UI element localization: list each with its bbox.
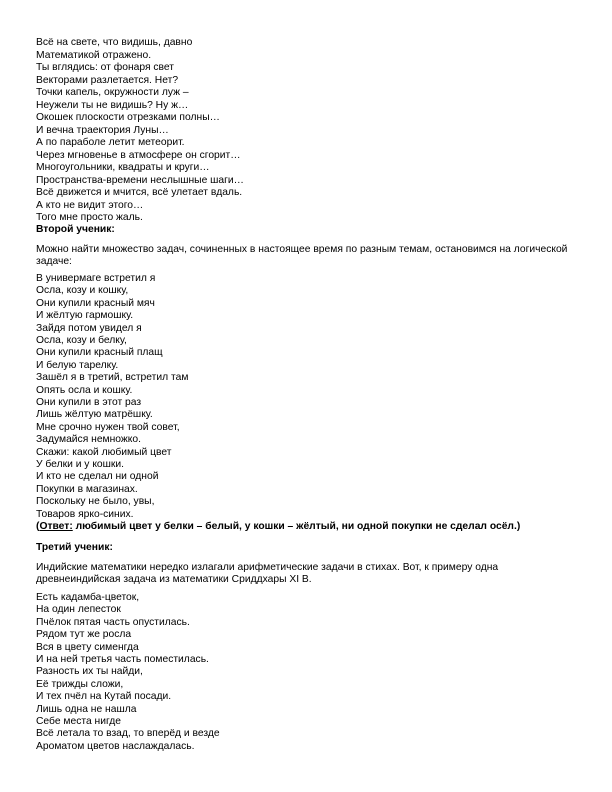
- poem-line: Её трижды сложи,: [36, 678, 124, 690]
- poem-line: Лишь жёлтую матрёшку.: [36, 409, 153, 421]
- poem-line: И жёлтую гармошку.: [36, 310, 134, 322]
- poem-line: Неужели ты не видишь? Ну ж…: [36, 99, 189, 111]
- poem-line: Вся в цвету сименгда: [36, 641, 139, 653]
- poem-line: Осла, козу и кошку,: [36, 285, 129, 297]
- section-heading: Третий ученик:: [36, 542, 113, 553]
- poem-line: На один лепесток: [36, 604, 121, 616]
- poem-line: Ты вглядись: от фонаря свет: [36, 62, 175, 73]
- poem-line: А кто не видит этого…: [36, 199, 144, 211]
- poem-line: Окошек плоскости отрезками полны…: [36, 112, 220, 123]
- poem-line: Зайдя потом увидел я: [36, 322, 142, 334]
- poem-line: И на ней третья часть поместилась.: [36, 654, 209, 665]
- poem-line: И белую тарелку.: [36, 359, 119, 371]
- poem-line: Того мне просто жаль.: [36, 212, 143, 223]
- poem-line: Есть кадамба-цветок,: [36, 592, 140, 603]
- answer-line: [36, 521, 520, 533]
- poem-line: Скажи: какой любимый цвет: [36, 446, 172, 458]
- poem-line: Рядом тут же росла: [36, 629, 132, 641]
- poem-line: Всё на свете, что видишь, давно: [36, 37, 193, 48]
- poem-line: Покупки в магазинах.: [36, 483, 138, 495]
- answer-label: Ответ:: [39, 521, 73, 532]
- poem-line: Зашёл я в третий, встретил там: [36, 372, 189, 384]
- poem-line: Пчёлок пятая часть опустилась.: [36, 616, 190, 628]
- paragraph-line: Можно найти множество задач, сочиненных в настоящее время по разным темам, остановимся на логической: [36, 244, 568, 255]
- poem-line: Они купили в этот раз: [36, 397, 142, 408]
- poem-line: Опять осла и кошку.: [36, 384, 133, 396]
- paragraph-line: Индийские математики нередко излагали арифметические задачи в стихах. Вот, к примеру одна: [36, 562, 499, 573]
- answer-open-paren: (: [36, 521, 40, 532]
- section-heading: Второй ученик:: [36, 224, 115, 235]
- poem-line: Всё движется и мчится, всё улетает вдаль.: [36, 187, 243, 198]
- poem-line: Точки капель, окружности луж –: [36, 87, 189, 98]
- poem-line: Через мгновенье в атмосфере он сгорит…: [36, 149, 241, 161]
- poem-line: Векторами разлетается. Нет?: [36, 74, 179, 86]
- answer-text: любимый цвет у белки – белый, у кошки – жёлтый, ни одной покупки не сделал осёл.): [72, 521, 521, 532]
- poem-line: Разность их ты найди,: [36, 666, 143, 678]
- poem-line: Они купили красный плащ: [36, 347, 163, 359]
- poem-line: И вечна траектория Луны…: [36, 124, 169, 136]
- poem-line: Себе места нигде: [36, 716, 122, 727]
- poem-line: Мне срочно нужен твой совет,: [36, 421, 180, 433]
- poem-line: Они купили красный мяч: [36, 297, 155, 309]
- poem-line: А по параболе летит метеорит.: [36, 137, 185, 148]
- poem-line: Осла, козу и белку,: [36, 335, 127, 346]
- poem-line: В универмаге встретил я: [36, 273, 156, 284]
- poem-line: Поскольку не было, увы,: [36, 496, 155, 508]
- poem-line: У белки и у кошки.: [36, 459, 125, 470]
- poem-line: Лишь одна не нашла: [36, 703, 137, 715]
- poem-line: Математикой отражено.: [36, 49, 152, 61]
- paragraph-line: задаче:: [36, 256, 72, 267]
- poem-line: Многоугольники, квадраты и круги…: [36, 162, 210, 173]
- paragraph-line: древнеиндийская задача из математики Сриддхары XI В.: [36, 574, 312, 585]
- poem-line: Всё летала то взад, то вперёд и везде: [36, 728, 220, 740]
- poem-line: Задумайся немножко.: [36, 434, 142, 446]
- poem-line: Пространства-времени неслышные шаги…: [36, 174, 244, 186]
- poem-line: Ароматом цветов наслаждалась.: [36, 740, 195, 752]
- poem-line: И тех пчёл на Кутай посади.: [36, 691, 172, 703]
- poem-line: И кто не сделал ни одной: [36, 471, 159, 483]
- poem-line: Товаров ярко-синих.: [36, 508, 134, 520]
